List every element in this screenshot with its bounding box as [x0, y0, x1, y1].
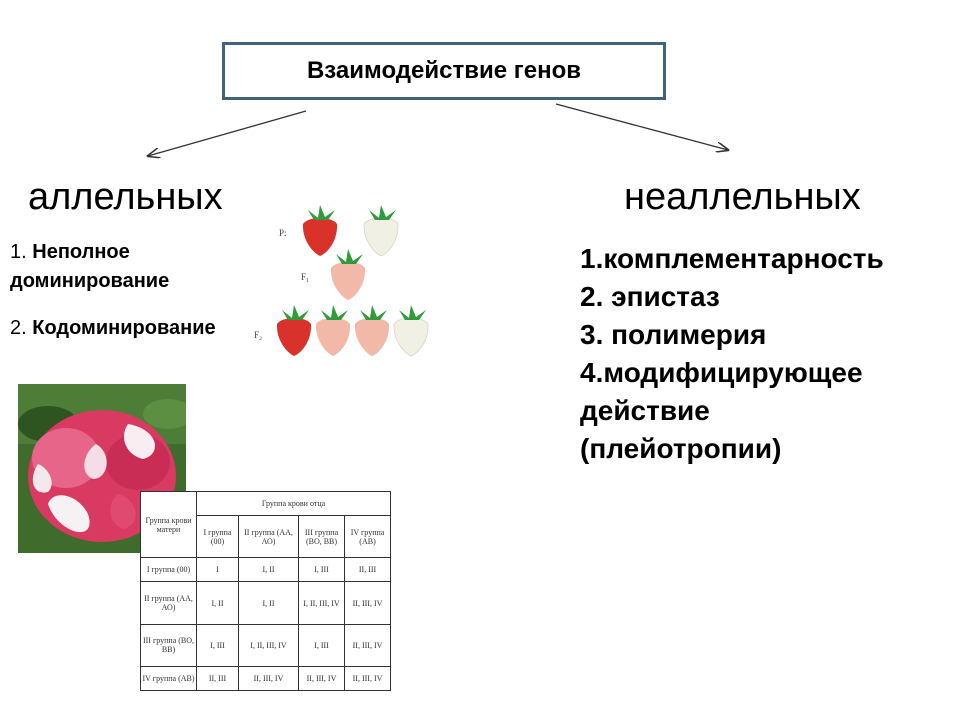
table-corner-header: Группа крови матери [141, 492, 197, 558]
diagram-title: Взаимодействие генов [306, 57, 582, 84]
row-header: I группа (00) [141, 558, 197, 582]
allelic-heading: аллельных [28, 176, 223, 218]
nonallelic-item: действие [580, 395, 710, 426]
nonallelic-item: 3. полимерия [580, 319, 767, 350]
item-number: 2. [10, 317, 27, 339]
strawberry-cross-illustration [254, 200, 444, 360]
pink-strawberry-icon [331, 249, 365, 300]
nonallelic-item: 2. эпистаз [580, 281, 720, 312]
row-header: II группа (АА, АО) [141, 582, 197, 624]
table-cell: I, III [197, 624, 239, 666]
red-strawberry-icon [303, 205, 337, 256]
table-row [141, 558, 391, 582]
white-strawberry-icon [364, 205, 398, 256]
nonallelic-item: 4.модифицирующее [580, 357, 863, 388]
item-text: Неполное доминирование [10, 241, 170, 292]
parent-label: P: [279, 228, 287, 238]
table-row [141, 624, 391, 666]
table-cell: I, II, III, IV [299, 582, 345, 624]
table-cell: I, II [239, 582, 299, 624]
table-row [141, 666, 391, 690]
table-cell: I, II [197, 582, 239, 624]
arrow-to-allelic [148, 111, 306, 156]
table-cell: II, III, IV [239, 666, 299, 690]
allelic-item-incomplete-dominance [10, 238, 250, 296]
table-cell: II, III [197, 666, 239, 690]
row-header: IV группа (АВ) [141, 666, 197, 690]
table-cell: I [197, 558, 239, 582]
arrow-to-nonallelic [556, 104, 728, 150]
row-header: III группа (ВО, ВВ) [141, 624, 197, 666]
table-cell: II, III [345, 558, 391, 582]
nonallelic-item: 1.комплементарность [580, 243, 884, 274]
table-cell: II, III, IV [299, 666, 345, 690]
table-row [141, 582, 391, 624]
table-cell: I, II [239, 558, 299, 582]
table-cell: II, III, IV [345, 666, 391, 690]
title-box [222, 42, 666, 100]
column-header: II группа (АА, АО) [239, 516, 299, 558]
column-header: I группа (00) [197, 516, 239, 558]
table-father-header: Группа крови отца [197, 492, 391, 516]
nonallelic-heading: неаллельных [624, 176, 861, 218]
column-header: IV группа (АВ) [345, 516, 391, 558]
blood-group-inheritance-table [140, 491, 391, 691]
item-number: 1. [10, 241, 27, 263]
table-cell: I, III [299, 624, 345, 666]
table-cell: II, III, IV [345, 582, 391, 624]
f1-label: F₁ [301, 272, 310, 282]
nonallelic-list [580, 240, 884, 468]
pink-strawberry-icon [355, 305, 389, 356]
item-text: Кодоминирование [32, 317, 216, 339]
allelic-item-codominance [10, 314, 216, 343]
red-strawberry-icon [277, 305, 311, 356]
white-strawberry-icon [394, 305, 428, 356]
nonallelic-item: (плейотропии) [580, 433, 782, 464]
pink-strawberry-icon [316, 305, 350, 356]
column-header: III группа (ВО, ВВ) [299, 516, 345, 558]
f2-label: F₂ [254, 330, 263, 340]
table-cell: I, III [299, 558, 345, 582]
table-cell: I, II, III, IV [239, 624, 299, 666]
table-cell: II, III, IV [345, 624, 391, 666]
